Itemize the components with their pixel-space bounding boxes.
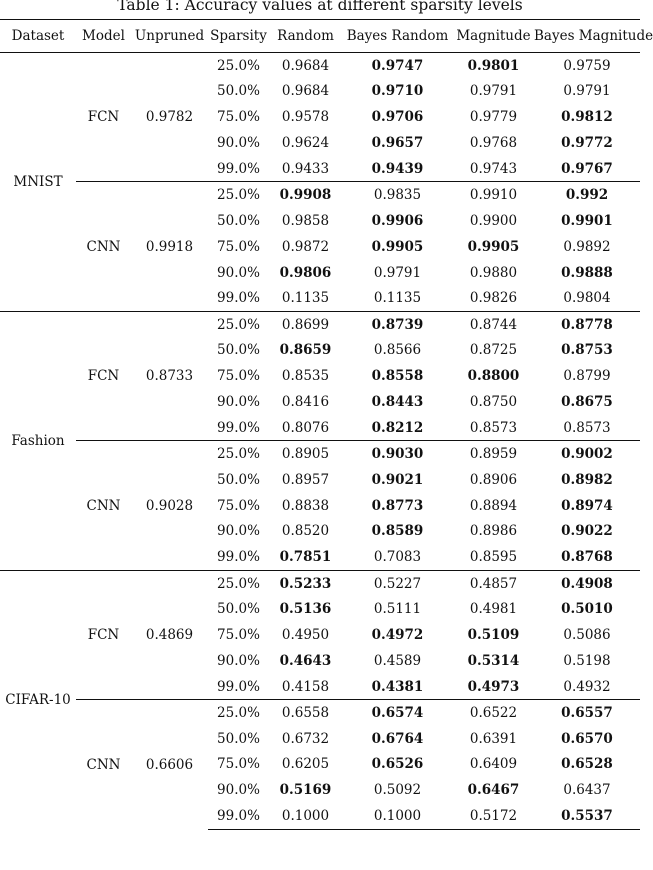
unpruned-accuracy: 0.9028 [131,441,208,570]
bayes-magnitude-cell: 0.9804 [563,290,611,307]
random-cell: 0.8535 [281,368,330,385]
random-cell: 0.6205 [281,756,330,773]
header-sparsity: Sparsity [208,20,269,53]
bayes-random-cell: 0.9905 [371,238,424,255]
bayes-magnitude-cell: 0.8573 [563,419,611,436]
random-cell: 0.6732 [281,730,330,747]
magnitude-cell: 0.9779 [469,109,518,126]
header-random: Random [269,20,342,53]
sparsity-cell: 50.0% [217,83,260,100]
header-bayes-magnitude: Bayes Magnitude [534,20,640,53]
magnitude-cell: 0.6522 [453,700,534,726]
magnitude-cell: 0.8725 [469,342,518,359]
bayes-random-cell: 0.4381 [371,678,424,695]
random-cell: 0.4950 [281,627,330,644]
random-cell: 0.5136 [279,601,332,618]
unpruned-accuracy: 0.9918 [131,182,208,311]
magnitude-cell: 0.8959 [453,441,534,467]
bayes-magnitude-cell: 0.5086 [563,627,611,644]
sparsity-cell: 25.0% [208,441,269,467]
bayes-magnitude-cell: 0.6557 [534,700,640,726]
table-row [0,570,640,596]
random-cell: 0.6558 [269,700,342,726]
unpruned-accuracy: 0.9782 [131,53,208,182]
random-cell: 0.9806 [279,264,332,281]
sparsity-cell: 25.0% [208,53,269,79]
bayes-magnitude-cell: 0.8675 [561,394,613,411]
bayes-random-cell: 0.4972 [371,627,424,644]
bayes-random-cell: 0.8443 [371,394,424,411]
magnitude-cell: 0.9801 [453,53,534,79]
magnitude-cell: 0.8744 [453,311,534,337]
table-row [0,311,640,337]
bayes-magnitude-cell: 0.9901 [561,212,613,229]
table-caption: Table 1: Accuracy values at different sparsity levels [117,0,523,14]
bayes-random-cell: 0.9747 [342,53,453,79]
random-cell: 0.4643 [279,652,332,669]
bayes-magnitude-cell: 0.8778 [534,311,640,337]
bayes-random-cell: 0.8558 [371,368,424,385]
bayes-random-cell: 0.4589 [373,652,422,669]
model-name: CNN [76,441,131,570]
table-body [0,53,640,830]
random-cell: 0.8076 [281,419,330,436]
sparsity-cell: 99.0% [217,160,260,177]
sparsity-cell: 25.0% [208,700,269,726]
magnitude-cell: 0.6409 [469,756,518,773]
random-cell: 0.9908 [269,182,342,208]
bayes-random-cell: 0.9657 [371,135,424,152]
bayes-magnitude-cell: 0.8982 [561,471,613,488]
random-cell: 0.9684 [269,53,342,79]
sparsity-cell: 25.0% [208,570,269,596]
random-cell: 0.9684 [281,83,330,100]
header-model: Model [76,20,131,53]
magnitude-cell: 0.9791 [469,83,518,100]
bayes-magnitude-cell: 0.6528 [561,756,613,773]
magnitude-cell: 0.8573 [469,419,518,436]
random-cell: 0.8838 [281,497,330,514]
magnitude-cell: 0.8986 [469,523,518,540]
bayes-random-cell: 0.8212 [371,419,424,436]
table-row [0,53,640,79]
magnitude-cell: 0.6467 [467,782,520,799]
bayes-magnitude-cell: 0.8753 [561,342,613,359]
model-name: FCN [76,53,131,182]
random-cell: 0.5233 [269,570,342,596]
magnitude-cell: 0.9905 [467,238,520,255]
sparsity-cell: 75.0% [217,497,260,514]
model-name: CNN [76,700,131,829]
bayes-random-cell: 0.1135 [373,290,422,307]
bayes-random-cell: 0.8773 [371,497,424,514]
bayes-random-cell: 0.9021 [371,471,424,488]
bayes-random-cell: 0.9710 [371,83,424,100]
magnitude-cell: 0.8894 [469,497,518,514]
magnitude-cell: 0.6391 [469,730,518,747]
sparsity-cell: 75.0% [217,368,260,385]
sparsity-cell: 25.0% [208,311,269,337]
bayes-random-cell: 0.5227 [342,570,453,596]
magnitude-cell: 0.4857 [453,570,534,596]
header-magnitude: Magnitude [453,20,534,53]
bayes-random-cell: 0.9906 [371,212,424,229]
random-cell: 0.8416 [281,394,330,411]
sparsity-cell: 50.0% [217,730,260,747]
bayes-random-cell: 0.8566 [373,342,422,359]
sparsity-cell: 50.0% [217,471,260,488]
bayes-magnitude-cell: 0.992 [534,182,640,208]
bayes-magnitude-cell: 0.8974 [561,497,613,514]
table-row [0,441,640,467]
magnitude-cell: 0.8750 [469,394,518,411]
random-cell: 0.8659 [279,342,332,359]
sparsity-cell: 90.0% [217,264,260,281]
bayes-random-cell: 0.6526 [371,756,424,773]
bayes-magnitude-cell: 0.9791 [563,83,611,100]
bayes-magnitude-cell: 0.8768 [561,549,613,566]
dataset-name: MNIST [0,53,76,312]
sparsity-cell: 25.0% [208,182,269,208]
magnitude-cell: 0.4981 [469,601,518,618]
magnitude-cell: 0.5109 [467,627,520,644]
magnitude-cell: 0.9826 [469,290,518,307]
sparsity-cell: 99.0% [217,290,260,307]
sparsity-cell: 90.0% [217,135,260,152]
magnitude-cell: 0.5172 [453,803,534,829]
header-unpruned: Unpruned [131,20,208,53]
random-cell: 0.7851 [279,549,332,566]
model-name: FCN [76,570,131,699]
bayes-random-cell: 0.9791 [373,264,422,281]
sparsity-cell: 90.0% [217,394,260,411]
magnitude-cell: 0.8800 [467,368,520,385]
random-cell: 0.8957 [281,471,330,488]
model-name: CNN [76,182,131,311]
sparsity-cell: 99.0% [217,549,260,566]
bayes-random-cell: 0.9030 [342,441,453,467]
bayes-random-cell: 0.9835 [342,182,453,208]
table-row [0,182,640,208]
random-cell: 0.8520 [281,523,330,540]
magnitude-cell: 0.9910 [453,182,534,208]
bayes-magnitude-cell: 0.6437 [563,782,611,799]
bayes-random-cell: 0.5092 [373,782,422,799]
bayes-magnitude-cell: 0.9892 [563,238,611,255]
sparsity-cell: 50.0% [217,212,260,229]
random-cell: 0.1135 [281,290,330,307]
table-header-row [0,20,640,53]
random-cell: 0.9624 [281,135,330,152]
random-cell: 0.4158 [281,678,330,695]
bayes-random-cell: 0.8589 [371,523,424,540]
unpruned-accuracy: 0.6606 [131,700,208,829]
sparsity-cell: 90.0% [217,652,260,669]
bayes-magnitude-cell: 0.5537 [534,803,640,829]
bayes-random-cell: 0.9439 [371,160,424,177]
sparsity-cell: 99.0% [217,419,260,436]
bayes-random-cell: 0.8739 [342,311,453,337]
bayes-magnitude-cell: 0.4932 [563,678,611,695]
unpruned-accuracy: 0.8733 [131,311,208,440]
sparsity-cell: 90.0% [217,523,260,540]
dataset-name: Fashion [0,311,76,570]
magnitude-cell: 0.4973 [467,678,520,695]
header-dataset: Dataset [0,20,76,53]
model-name: FCN [76,311,131,440]
sparsity-cell: 75.0% [217,627,260,644]
magnitude-cell: 0.5314 [467,652,520,669]
magnitude-cell: 0.9768 [469,135,518,152]
table-row [0,700,640,726]
sparsity-cell: 75.0% [217,756,260,773]
sparsity-cell: 50.0% [217,601,260,618]
header-bayes-random: Bayes Random [342,20,453,53]
bayes-magnitude-cell: 0.5198 [563,652,611,669]
bayes-magnitude-cell: 0.5010 [561,601,613,618]
bayes-magnitude-cell: 0.9888 [561,264,613,281]
sparsity-cell: 75.0% [217,109,260,126]
random-cell: 0.1000 [269,803,342,829]
bayes-random-cell: 0.1000 [342,803,453,829]
magnitude-cell: 0.9900 [469,212,518,229]
bayes-magnitude-cell: 0.9812 [561,109,613,126]
magnitude-cell: 0.9743 [469,160,518,177]
random-cell: 0.9578 [281,109,330,126]
accuracy-table [0,19,653,830]
random-cell: 0.8699 [269,311,342,337]
random-cell: 0.9872 [281,238,330,255]
random-cell: 0.9858 [281,212,330,229]
bayes-magnitude-cell: 0.9772 [561,135,613,152]
random-cell: 0.5169 [279,782,332,799]
sparsity-cell: 50.0% [217,342,260,359]
bayes-magnitude-cell: 0.9767 [561,160,613,177]
unpruned-accuracy: 0.4869 [131,570,208,699]
sparsity-cell: 99.0% [217,678,260,695]
bayes-random-cell: 0.6574 [342,700,453,726]
random-cell: 0.9433 [281,160,330,177]
bayes-magnitude-cell: 0.9759 [534,53,640,79]
bayes-magnitude-cell: 0.8799 [563,368,611,385]
dataset-name: CIFAR-10 [0,570,76,829]
sparsity-cell: 75.0% [217,238,260,255]
bayes-magnitude-cell: 0.9002 [534,441,640,467]
bayes-random-cell: 0.9706 [371,109,424,126]
bayes-random-cell: 0.6764 [371,730,424,747]
bayes-magnitude-cell: 0.6570 [561,730,613,747]
magnitude-cell: 0.8595 [469,549,518,566]
random-cell: 0.8905 [269,441,342,467]
bayes-magnitude-cell: 0.4908 [534,570,640,596]
magnitude-cell: 0.9880 [469,264,518,281]
bayes-random-cell: 0.7083 [373,549,422,566]
bayes-random-cell: 0.5111 [373,601,422,618]
magnitude-cell: 0.8906 [469,471,518,488]
bayes-magnitude-cell: 0.9022 [561,523,613,540]
sparsity-cell: 90.0% [217,782,260,799]
sparsity-cell: 99.0% [208,803,269,829]
